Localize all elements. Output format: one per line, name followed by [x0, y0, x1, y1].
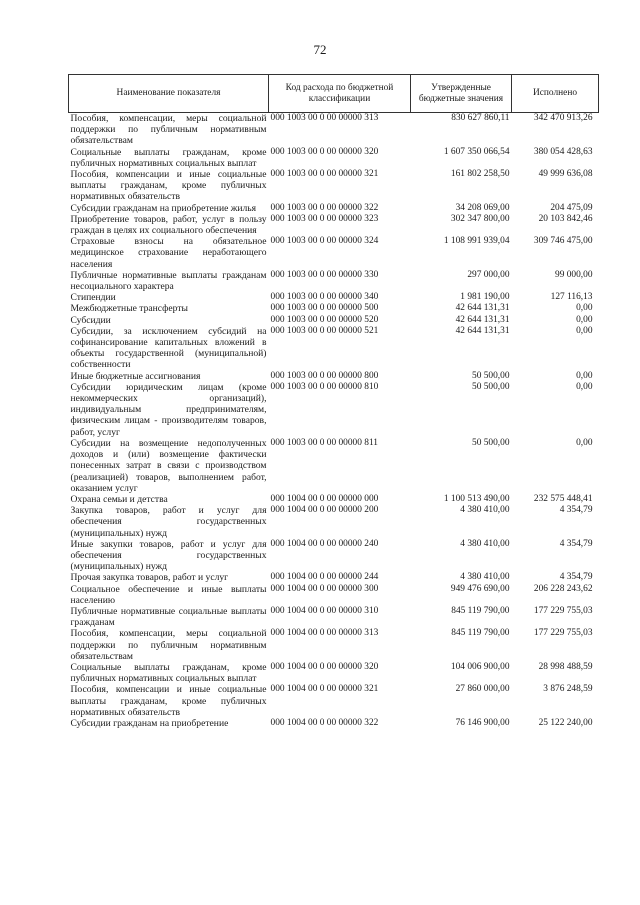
row-code-cell: 000 1003 00 0 00 00000 321	[270, 169, 379, 180]
table-row	[69, 606, 599, 628]
row-name-cell: Субсидии	[70, 314, 111, 326]
row-approved-cell: 1 981 190,00	[460, 292, 510, 303]
table-row	[69, 326, 599, 371]
row-approved-cell: 949 476 690,00	[450, 583, 510, 594]
row-approved-cell: 830 627 860,11	[451, 113, 510, 123]
row-executed-cell: 4 354,79	[559, 572, 593, 583]
row-executed-cell: 4 354,79	[559, 505, 593, 516]
row-name-cell: Публичные нормативные социальные выплаты гражданам	[70, 605, 267, 629]
row-name-cell: Субсидии гражданам на приобретение	[70, 717, 229, 729]
table-row	[69, 147, 599, 169]
row-executed-cell: 206 228 243,62	[533, 583, 593, 594]
row-approved-cell: 42 644 131,31	[455, 314, 510, 325]
table-row	[69, 113, 599, 147]
row-code-cell: 000 1003 00 0 00 00000 810	[270, 381, 379, 392]
row-code-cell: 000 1004 00 0 00 00000 240	[270, 538, 379, 549]
row-code-cell: 000 1003 00 0 00 00000 340	[270, 292, 379, 303]
row-code-cell: 000 1004 00 0 00 00000 320	[270, 661, 379, 672]
table-row	[69, 236, 599, 270]
row-code-cell: 000 1003 00 0 00 00000 521	[270, 325, 379, 336]
row-name-cell: Прочая закупка товаров, работ и услуг	[70, 572, 229, 584]
row-name-cell: Охрана семьи и детства	[70, 493, 168, 505]
table-row	[69, 169, 599, 203]
table-row	[69, 203, 599, 214]
row-name-cell: Иные бюджетные ассигнования	[70, 370, 201, 382]
row-code-cell: 000 1003 00 0 00 00000 320	[270, 146, 379, 157]
row-approved-cell: 845 119 790,00	[451, 628, 510, 639]
row-approved-cell: 1 607 350 066,54	[443, 146, 510, 157]
row-code-cell: 000 1003 00 0 00 00000 330	[270, 269, 379, 280]
row-code-cell: 000 1004 00 0 00 00000 313	[270, 628, 379, 639]
row-executed-cell: 0,00	[576, 370, 593, 381]
header-name: Наименование показателя	[69, 75, 269, 113]
row-executed-cell: 49 999 636,08	[538, 169, 593, 180]
row-executed-cell: 204 475,09	[550, 202, 593, 213]
row-executed-cell: 0,00	[576, 314, 593, 325]
row-approved-cell: 50 500,00	[472, 370, 510, 381]
row-name-cell: Пособия, компенсации и иные социальные выплаты гражданам, кроме публичных нормативных обязательств	[70, 169, 267, 203]
row-executed-cell: 380 054 428,63	[533, 146, 593, 157]
table-row	[69, 292, 599, 303]
row-code-cell: 000 1003 00 0 00 00000 520	[270, 314, 379, 325]
row-approved-cell: 34 208 069,00	[455, 202, 510, 213]
header-approved: Утвержденные бюджетные значения	[411, 75, 512, 113]
row-approved-cell: 42 644 131,31	[455, 325, 510, 336]
row-approved-cell: 27 860 000,00	[455, 684, 510, 695]
row-executed-cell: 127 116,13	[550, 292, 593, 303]
row-approved-cell: 4 380 410,00	[460, 505, 510, 516]
row-executed-cell: 232 575 448,41	[533, 493, 593, 504]
table-row	[69, 572, 599, 583]
row-name-cell: Межбюджетные трансферты	[70, 303, 188, 315]
row-approved-cell: 302 347 800,00	[450, 213, 510, 224]
table-row	[69, 584, 599, 606]
row-code-cell: 000 1004 00 0 00 00000 244	[270, 572, 379, 583]
table-header-row	[69, 75, 599, 113]
table-row	[69, 315, 599, 326]
row-approved-cell: 76 146 900,00	[455, 717, 510, 728]
row-executed-cell: 177 229 755,03	[533, 605, 593, 616]
row-name-cell: Публичные нормативные выплаты гражданам несоциального характера	[70, 269, 267, 293]
row-executed-cell: 20 103 842,46	[538, 213, 593, 224]
row-code-cell: 000 1004 00 0 00 00000 000	[270, 493, 379, 504]
row-code-cell: 000 1004 00 0 00 00000 321	[270, 684, 379, 695]
row-name-cell: Страховые взносы на обязательное медицинское страхование неработающего населения	[70, 236, 267, 270]
row-approved-cell: 4 380 410,00	[460, 538, 510, 549]
table-row	[69, 270, 599, 292]
header-code: Код расхода по бюджетной классификации	[269, 75, 411, 113]
table-row	[69, 628, 599, 662]
row-name-cell: Стипендии	[70, 292, 116, 304]
row-name-cell: Субсидии юридическим лицам (кроме некоммерческих организаций), индивидуальным предпринимателям, физическим лицам - производителям товаров, работ, услуг	[70, 381, 267, 438]
row-approved-cell: 104 006 900,00	[450, 661, 510, 672]
row-code-cell: 000 1003 00 0 00 00000 500	[270, 303, 379, 314]
row-approved-cell: 50 500,00	[472, 381, 510, 392]
table-row	[69, 303, 599, 314]
row-name-cell: Пособия, компенсации, меры социальной поддержки по публичным нормативным обязательствам	[70, 113, 267, 147]
row-code-cell: 000 1003 00 0 00 00000 313	[270, 113, 379, 123]
row-executed-cell: 0,00	[576, 381, 593, 392]
row-name-cell: Социальные выплаты гражданам, кроме публичных нормативных социальных выплат	[70, 661, 267, 685]
row-executed-cell: 99 000,00	[555, 269, 593, 280]
row-name-cell: Субсидии гражданам на приобретение жилья	[70, 202, 257, 214]
row-code-cell: 000 1004 00 0 00 00000 300	[270, 583, 379, 594]
row-code-cell: 000 1003 00 0 00 00000 811	[270, 437, 378, 448]
table-row	[69, 214, 599, 236]
row-code-cell: 000 1004 00 0 00 00000 322	[270, 717, 379, 728]
table-row	[69, 382, 599, 438]
row-approved-cell: 4 380 410,00	[460, 572, 510, 583]
row-executed-cell: 28 998 488,59	[538, 661, 593, 672]
row-executed-cell: 3 876 248,59	[543, 684, 593, 695]
row-name-cell: Закупка товаров, работ и услуг для обеспечения государственных (муниципальных) нужд	[70, 505, 267, 539]
row-approved-cell: 161 802 258,50	[450, 169, 510, 180]
table-row	[69, 539, 599, 573]
table-row	[69, 438, 599, 494]
row-approved-cell: 42 644 131,31	[455, 303, 510, 314]
row-code-cell: 000 1003 00 0 00 00000 800	[270, 370, 379, 381]
row-name-cell: Субсидии, за исключением субсидий на софинансирование капитальных вложений в объекты государственной (муниципальной) собственности	[70, 325, 267, 371]
row-code-cell: 000 1003 00 0 00 00000 322	[270, 202, 379, 213]
row-approved-cell: 845 119 790,00	[451, 605, 510, 616]
row-executed-cell: 4 354,79	[559, 538, 593, 549]
row-name-cell: Иные закупки товаров, работ и услуг для обеспечения государственных (муниципальных) нужд	[70, 538, 267, 573]
row-code-cell: 000 1003 00 0 00 00000 323	[270, 213, 379, 224]
row-name-cell: Приобретение товаров, работ, услуг в пользу граждан в целях их социального обеспечения	[70, 213, 267, 237]
table-row	[69, 684, 599, 718]
row-name-cell: Пособия, компенсации и иные социальные выплаты гражданам, кроме публичных нормативных обязательств	[70, 684, 267, 718]
row-code-cell: 000 1004 00 0 00 00000 200	[270, 505, 379, 516]
page-number: 72	[313, 42, 327, 57]
row-approved-cell: 1 100 513 490,00	[443, 493, 510, 504]
row-executed-cell: 0,00	[576, 303, 593, 314]
row-approved-cell: 50 500,00	[472, 437, 510, 448]
table-row	[69, 718, 599, 729]
row-name-cell: Социальные выплаты гражданам, кроме публичных нормативных социальных выплат	[70, 146, 267, 169]
row-executed-cell: 25 122 240,00	[538, 717, 593, 728]
header-executed: Исполнено	[512, 75, 599, 113]
budget-execution-table	[68, 74, 599, 729]
row-name-cell: Пособия, компенсации, меры социальной поддержки по публичным нормативным обязательствам	[70, 628, 267, 662]
table-row	[69, 371, 599, 382]
row-executed-cell: 177 229 755,03	[533, 628, 593, 639]
table-row	[69, 505, 599, 539]
row-approved-cell: 1 108 991 939,04	[443, 236, 510, 247]
row-code-cell: 000 1003 00 0 00 00000 324	[270, 236, 379, 247]
row-approved-cell: 297 000,00	[467, 269, 510, 280]
row-executed-cell: 0,00	[576, 437, 593, 448]
row-executed-cell: 0,00	[576, 325, 593, 336]
row-code-cell: 000 1004 00 0 00 00000 310	[270, 605, 379, 616]
row-executed-cell: 342 470 913,26	[533, 113, 593, 123]
row-executed-cell: 309 746 475,00	[533, 236, 593, 247]
row-name-cell: Субсидии на возмещение недополученных доходов и (или) возмещение фактически понесенных затрат в связи с производством (реализацией) товаров, выполнением работ, оказанием услуг	[70, 437, 267, 494]
table-row	[69, 494, 599, 505]
table-row	[69, 662, 599, 684]
table-body	[69, 113, 599, 730]
row-name-cell: Социальное обеспечение и иные выплаты населению	[70, 583, 267, 606]
